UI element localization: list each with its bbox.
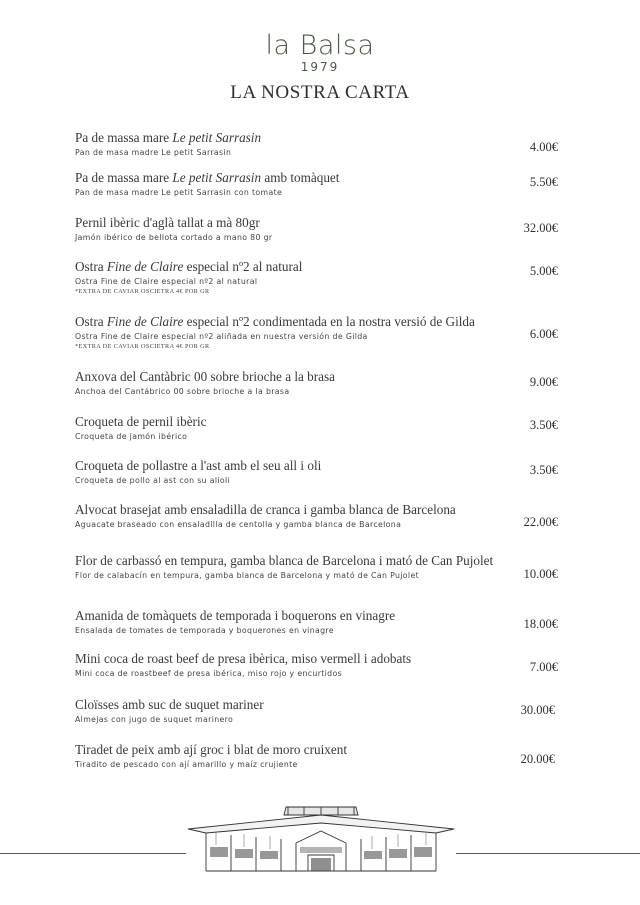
caviar-note: *EXTRA DE CAVIAR OSCIETRA 4€ POR GR bbox=[75, 343, 210, 350]
menu-item bbox=[75, 651, 565, 679]
item-title: Pa de massa mare Le petit Sarrasin bbox=[75, 130, 262, 145]
item-price: 4.00€ bbox=[529, 140, 558, 154]
item-title: Alvocat brasejat amb ensaladilla de cranca i gamba blanca de Barcelona bbox=[75, 502, 456, 517]
menu-item bbox=[75, 414, 565, 442]
item-price: 10.00€ bbox=[523, 567, 558, 581]
item-title: Amanida de tomàquets de temporada i boquerons en vinagre bbox=[75, 608, 396, 623]
menu-item bbox=[75, 742, 565, 770]
item-title: Flor de carbassó en tempura, gamba blanca de Barcelona i mató de Can Pujolet bbox=[75, 553, 494, 568]
menu-item bbox=[75, 170, 565, 198]
item-price: 7.00€ bbox=[529, 660, 558, 674]
footer-rule-left bbox=[0, 853, 186, 854]
item-price: 5.00€ bbox=[529, 264, 558, 278]
menu-item bbox=[75, 369, 565, 397]
item-subtitle: Jamón ibérico de bellota cortado a mano 80 gr bbox=[75, 233, 273, 242]
item-price: 20.00€ bbox=[520, 752, 555, 766]
menu-item bbox=[75, 215, 565, 243]
item-subtitle: Flor de calabacín en tempura, gamba blanca de Barcelona y mató de Can Pujolet bbox=[75, 571, 419, 580]
item-price: 9.00€ bbox=[529, 375, 558, 389]
item-title: Croqueta de pollastre a l'ast amb el seu all i oli bbox=[75, 458, 322, 473]
item-subtitle: Pan de masa madre Le petit Sarrasin bbox=[75, 148, 232, 157]
menu-item bbox=[75, 697, 565, 725]
item-price: 22.00€ bbox=[523, 515, 558, 529]
item-price: 5.50€ bbox=[529, 175, 558, 189]
item-title: Croqueta de pernil ibèric bbox=[75, 414, 207, 429]
menu-item bbox=[75, 130, 565, 158]
item-subtitle: Mini coca de roastbeef de presa ibérica, miso rojo y encurtidos bbox=[75, 669, 343, 678]
item-subtitle: Croqueta de pollo al ast con su alioli bbox=[75, 476, 231, 485]
item-title: Ostra Fine de Claire especial nº2 al natural bbox=[75, 259, 303, 274]
menu-item bbox=[75, 314, 565, 351]
item-title: Ostra Fine de Claire especial nº2 condimentada en la nostra versió de Gilda bbox=[75, 314, 475, 329]
item-title: Anxova del Cantàbric 00 sobre brioche a la brasa bbox=[75, 369, 335, 384]
item-title: Cloïsses amb suc de suquet mariner bbox=[75, 697, 264, 712]
footer-rule-right bbox=[456, 853, 640, 854]
item-price: 3.50€ bbox=[529, 418, 558, 432]
item-title: Pernil ibèric d'aglà tallat a mà 80gr bbox=[75, 215, 260, 230]
item-subtitle: Ensalada de tomates de temporada y boquerones en vinagre bbox=[75, 626, 334, 635]
menu-item bbox=[75, 608, 565, 636]
menu-item bbox=[75, 458, 565, 486]
item-title: Mini coca de roast beef de presa ibèrica, miso vermell i adobats bbox=[75, 651, 412, 666]
item-title: Tiradet de peix amb ají groc i blat de moro cruixent bbox=[75, 742, 347, 757]
restaurant-building-illustration bbox=[186, 803, 456, 875]
brand-year: 1979 bbox=[300, 60, 340, 74]
item-price: 6.00€ bbox=[529, 327, 558, 341]
item-subtitle: Pan de masa madre Le petit Sarrasin con tomate bbox=[75, 188, 283, 197]
item-subtitle: Ostra Fine de Claire especial nº2 al natural bbox=[75, 277, 258, 286]
item-subtitle: Ostra Fine de Claire especial nº2 aliñada en nuestra versión de Gilda bbox=[75, 332, 368, 341]
menu-item bbox=[75, 502, 565, 530]
item-subtitle: Almejas con jugo de suquet marinero bbox=[75, 715, 234, 724]
item-subtitle: Croqueta de jamón ibérico bbox=[75, 432, 188, 441]
caviar-note: *EXTRA DE CAVIAR OSCIETRA 4€ POR GR bbox=[75, 288, 210, 295]
brand-name: la Balsa bbox=[265, 30, 375, 61]
item-subtitle: Tiradito de pescado con ají amarillo y maíz crujiente bbox=[75, 760, 298, 769]
item-title: Pa de massa mare Le petit Sarrasin amb tomàquet bbox=[75, 170, 340, 185]
menu-item bbox=[75, 553, 565, 581]
item-subtitle: Aguacate braseado con ensaladilla de centolla y gamba blanca de Barcelona bbox=[75, 520, 402, 529]
item-price: 30.00€ bbox=[520, 703, 555, 717]
item-price: 18.00€ bbox=[523, 617, 558, 631]
item-subtitle: Anchoa del Cantábrico 00 sobre brioche a la brasa bbox=[75, 387, 290, 396]
item-price: 32.00€ bbox=[523, 221, 558, 235]
item-price: 3.50€ bbox=[529, 463, 558, 477]
menu-item bbox=[75, 259, 565, 296]
page-title: LA NOSTRA CARTA bbox=[230, 82, 410, 103]
restaurant-logo bbox=[0, 30, 640, 74]
